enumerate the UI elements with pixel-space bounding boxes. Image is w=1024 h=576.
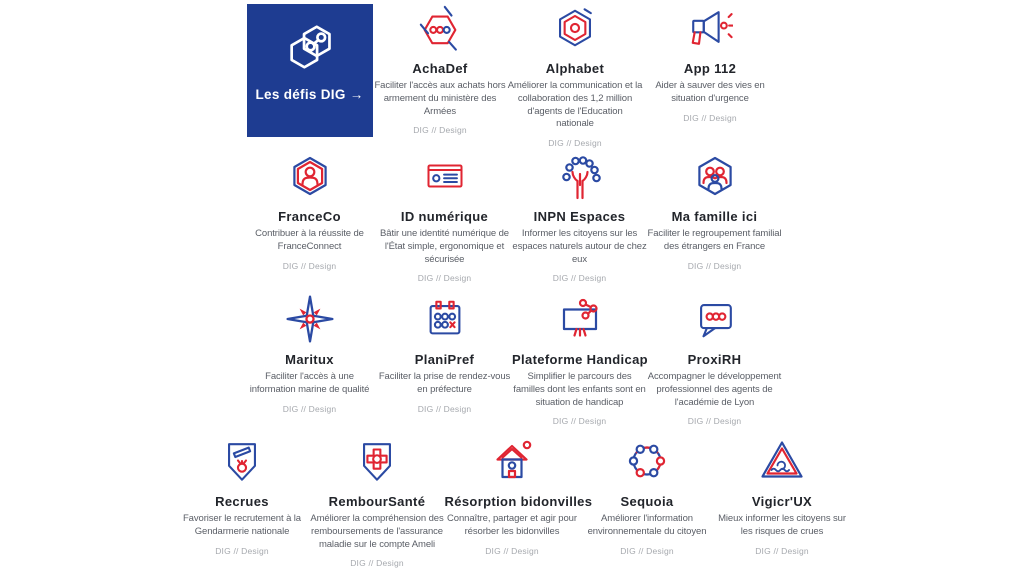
project-description-line: en préfecture — [417, 383, 472, 395]
project-category-tag: DIG // Design — [350, 558, 404, 569]
project-card-planipref[interactable] — [377, 295, 512, 414]
project-description-line: l'académie de Lyon — [674, 396, 755, 408]
project-title[interactable]: PlaniPref — [414, 352, 475, 367]
project-description — [715, 513, 850, 539]
project-card-sequoia[interactable] — [580, 437, 715, 556]
project-description-line: Améliorer l'information — [601, 513, 693, 524]
project-description-line: Améliorer la communication et la — [507, 80, 643, 91]
project-card-ma-famille-ici[interactable] — [647, 152, 782, 271]
project-title[interactable]: Ma famille ici — [671, 209, 758, 224]
project-card-vigicrux[interactable] — [715, 437, 850, 556]
project-card-recrues[interactable] — [175, 437, 310, 556]
project-description — [242, 371, 377, 397]
project-card-remboursante[interactable] — [310, 437, 445, 568]
project-description — [643, 80, 778, 106]
project-description — [445, 513, 580, 539]
project-card-inpn-espaces[interactable] — [512, 152, 647, 283]
board-share-icon — [512, 295, 647, 343]
project-description-line: FranceConnect — [277, 240, 342, 252]
project-card-app-112[interactable] — [643, 4, 778, 123]
project-card-achadef[interactable] — [373, 4, 508, 135]
project-description-line: sécurisée — [424, 253, 465, 265]
project-title[interactable]: Sequoia — [620, 494, 674, 509]
project-description-line: l'État simple, ergonomique et — [384, 240, 505, 252]
project-description-line: armement du ministère des — [383, 92, 497, 104]
compass-rose-icon — [242, 295, 377, 343]
project-description — [373, 80, 508, 118]
projects-row-4 — [0, 437, 1024, 568]
project-title[interactable]: Résorption bidonvilles — [444, 494, 593, 509]
project-description — [512, 228, 647, 266]
project-title[interactable]: INPN Espaces — [533, 209, 626, 224]
project-card-plateforme-handicap[interactable] — [512, 295, 647, 426]
project-description-line: maladie sur le compte Ameli — [318, 538, 436, 550]
project-title[interactable]: AchaDef — [412, 61, 468, 76]
id-card-icon — [377, 152, 512, 200]
dig-challenges-promo-card[interactable] — [247, 4, 373, 137]
project-description-line: d'agents de l'Education — [527, 105, 623, 117]
house-icon — [445, 437, 580, 485]
achadef-hexagon-icon — [373, 4, 508, 52]
megaphone-icon — [643, 4, 778, 52]
project-category-tag: DIG // Design — [687, 260, 742, 271]
project-description-line: espaces naturels autour de chez — [512, 240, 647, 252]
project-card-franceco[interactable] — [242, 152, 377, 271]
projects-row-3 — [0, 295, 1024, 437]
project-description-line: des étrangers en France — [663, 240, 766, 252]
projects-row-1 — [0, 4, 1024, 152]
tree-circles-icon — [512, 152, 647, 200]
project-title[interactable]: RembourSanté — [328, 494, 426, 509]
project-category-tag: DIG // Design — [620, 545, 674, 556]
alphabet-hexagons-icon — [508, 4, 643, 52]
project-title[interactable]: Alphabet — [545, 61, 605, 76]
project-description-line: Armées — [423, 105, 457, 117]
project-description-line: résorber les bidonvilles — [464, 525, 560, 537]
project-category-tag: DIG // Design — [548, 138, 602, 149]
project-card-proxirh[interactable] — [647, 295, 782, 426]
project-description-line: collaboration des 1,2 million — [517, 92, 633, 104]
project-category-tag: DIG // Design — [552, 416, 607, 427]
promo-card-label[interactable]: Les défis DIG → — [255, 87, 364, 102]
project-description-line: remboursements de l'assurance — [311, 525, 443, 537]
project-category-tag: DIG // Design — [282, 403, 337, 414]
project-title[interactable]: Plateforme Handicap — [512, 352, 648, 367]
project-description — [242, 228, 377, 254]
project-description-line: les risques de crues — [740, 525, 824, 537]
hexagon-person-icon — [242, 152, 377, 200]
project-description-line: Gendarmerie nationale — [194, 525, 290, 537]
project-description-line: Connaître, partager et agir pour — [447, 513, 577, 524]
project-description-line: Faciliter l'accès aux achats hors — [374, 80, 506, 91]
project-description-line: Simplifier le parcours des — [527, 371, 632, 382]
health-shield-icon — [310, 437, 445, 485]
project-card-resorption-bidonvilles[interactable] — [444, 437, 593, 556]
project-description-line: Faciliter l'accès à une — [265, 371, 354, 382]
project-category-tag: DIG // Design — [215, 545, 269, 556]
project-category-tag: DIG // Design — [417, 403, 472, 414]
project-description-line: Informer les citoyens sur les — [521, 228, 638, 239]
project-description — [377, 228, 512, 266]
project-category-tag: DIG // Design — [413, 125, 467, 136]
project-title[interactable]: Vigicr'UX — [751, 494, 813, 509]
project-card-alphabet[interactable] — [508, 4, 643, 148]
flood-warning-triangle-icon — [715, 437, 850, 485]
project-description-line: Contribuer à la réussite de — [255, 228, 364, 239]
project-description-line: Favoriser le recrutement à la — [182, 513, 301, 524]
project-description-line: Accompagner le développement — [647, 371, 782, 382]
project-category-tag: DIG // Design — [417, 273, 472, 284]
project-category-tag: DIG // Design — [687, 416, 742, 427]
project-title[interactable]: Recrues — [215, 494, 269, 509]
project-description-line: Faciliter la prise de rendez-vous — [378, 371, 511, 382]
project-description-line: situation d'urgence — [671, 92, 749, 104]
project-description — [377, 371, 512, 397]
project-card-maritux[interactable] — [242, 295, 377, 414]
project-title[interactable]: FranceCo — [278, 209, 341, 224]
project-description-line: professionnel des agents de — [656, 383, 773, 395]
project-description — [512, 371, 647, 409]
project-title[interactable]: Maritux — [285, 352, 334, 367]
project-description-line: Bâtir une identité numérique de — [380, 228, 509, 239]
project-description-line: environnementale du citoyen — [587, 525, 707, 537]
project-description — [647, 228, 782, 254]
project-description-line: Mieux informer les citoyens sur — [718, 513, 846, 524]
project-category-tag: DIG // Design — [683, 112, 737, 123]
project-description-line: Aider à sauver des vies en — [655, 80, 765, 91]
hexagons-link-icon — [283, 20, 337, 74]
project-card-id-numerique[interactable] — [377, 152, 512, 283]
project-title[interactable]: ID numérique — [400, 209, 489, 224]
hexagon-family-icon — [647, 152, 782, 200]
project-title[interactable]: ProxiRH — [687, 352, 742, 367]
gendarmerie-badge-icon — [175, 437, 310, 485]
project-category-tag: DIG // Design — [552, 273, 607, 284]
project-description-line: situation de handicap — [535, 396, 624, 408]
speech-bubble-icon — [647, 295, 782, 343]
project-description-line: eux — [571, 253, 588, 265]
projects-row-2 — [0, 152, 1024, 295]
project-title[interactable]: App 112 — [683, 61, 737, 76]
project-description — [508, 80, 643, 131]
project-description — [580, 513, 715, 539]
project-description-line: Améliorer la compréhension des — [310, 513, 444, 524]
project-description — [647, 371, 782, 409]
project-category-tag: DIG // Design — [485, 545, 539, 556]
project-category-tag: DIG // Design — [755, 545, 809, 556]
project-description — [310, 513, 445, 551]
project-category-tag: DIG // Design — [282, 260, 337, 271]
project-description — [175, 513, 310, 539]
circle-network-icon — [580, 437, 715, 485]
project-description-line: information marine de qualité — [249, 383, 370, 395]
project-description-line: nationale — [556, 118, 594, 130]
calendar-icon — [377, 295, 512, 343]
project-description-line: familles dont les enfants sont en — [513, 383, 646, 395]
project-description-line: Faciliter le regroupement familial — [647, 228, 782, 239]
